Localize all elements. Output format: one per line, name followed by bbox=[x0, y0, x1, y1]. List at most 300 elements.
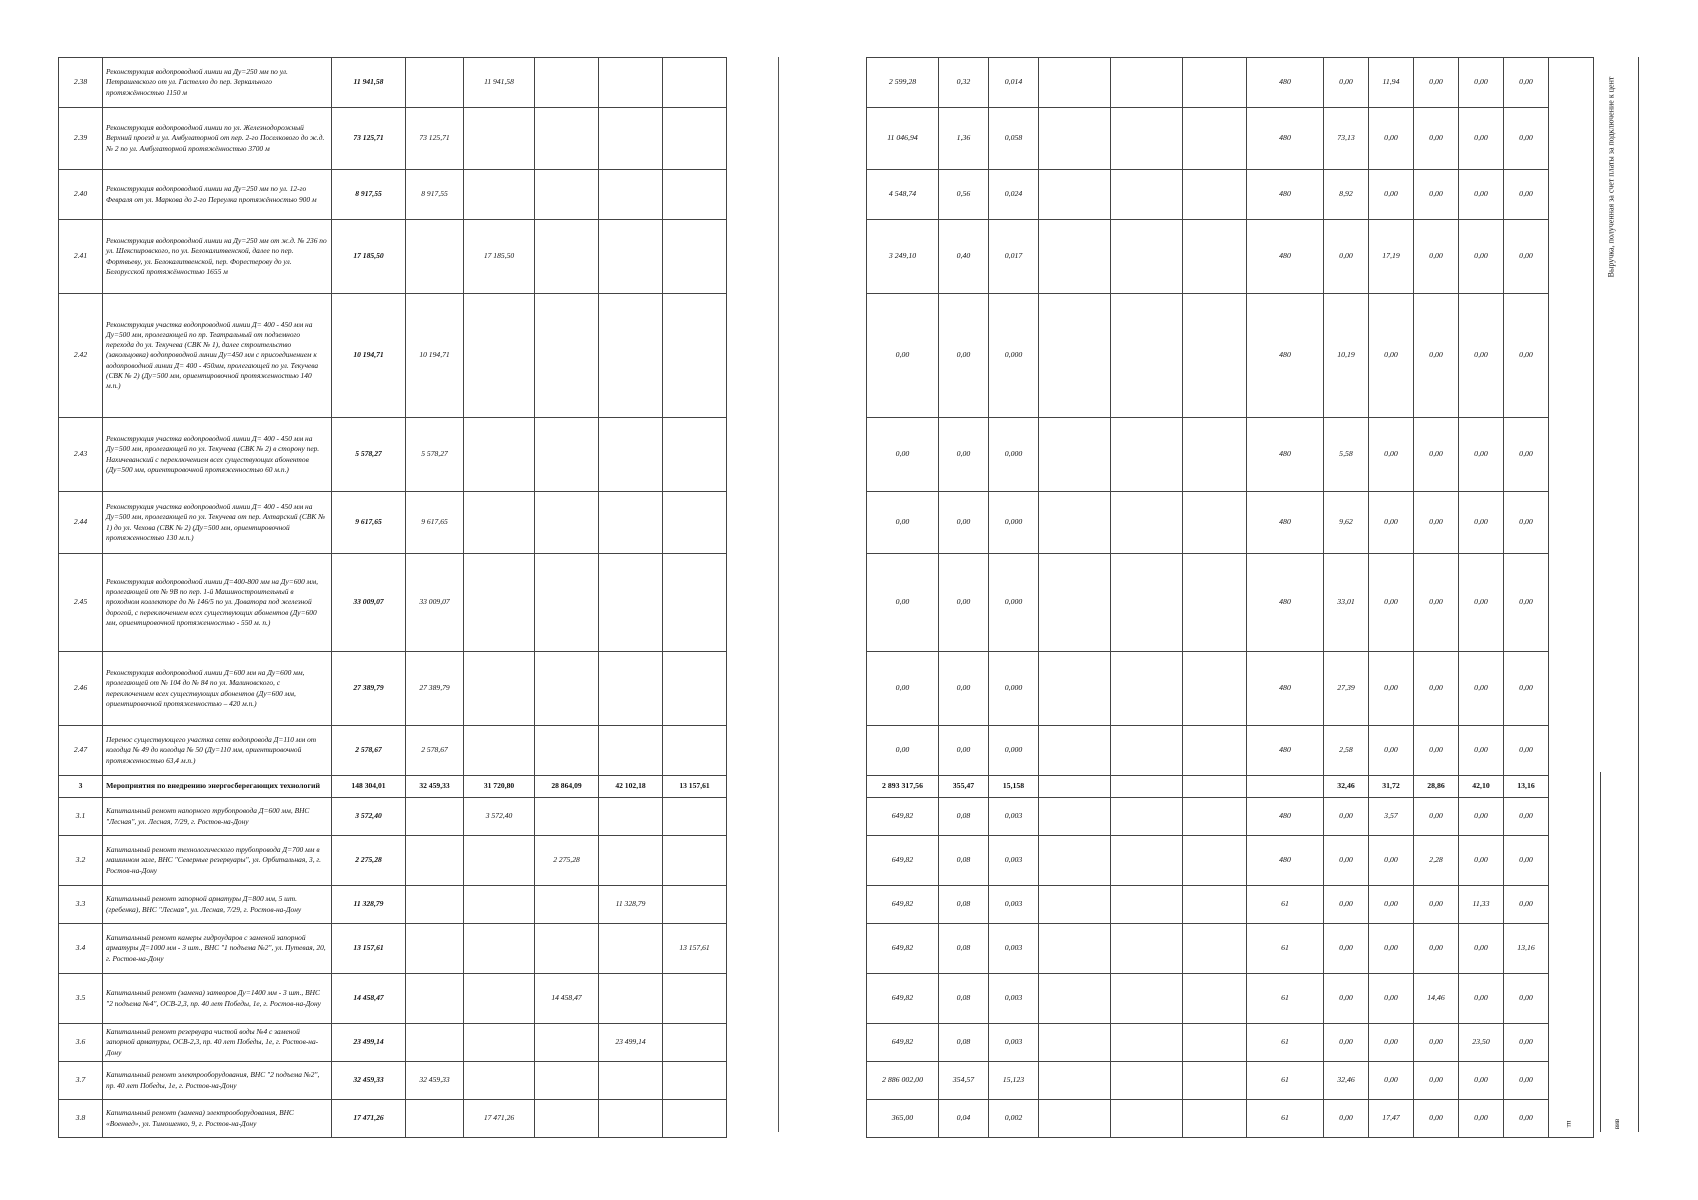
row-year-5: 0,00 bbox=[1504, 798, 1549, 836]
row-value-1: 32 459,33 bbox=[406, 1062, 464, 1100]
row-year-4: 0,00 bbox=[1459, 652, 1504, 726]
table-row bbox=[59, 726, 727, 776]
row-description: Реконструкция участка водопроводной линии Д= 400 - 450 мм на Ду=500 мм, пролегающей по пр. Театральный от подземного перехода до ул. Текучева (СВК № 1), далее строительство (закольцовка) водопроводной линии Ду=450 мм с присоединением к водопроводной линии Д= 400 - 450мм, пролегающей по ул. Текучева (СВК № 2) (Ду=500 мм, ориентировочной протяженностью 140 м.п.) bbox=[103, 294, 332, 418]
row-cost: 4 548,74 bbox=[867, 170, 939, 220]
row-value-2 bbox=[464, 492, 535, 554]
row-value-2: 3 572,40 bbox=[464, 798, 535, 836]
row-description: Перенос существующего участка сети водопровода Д=110 мм от колодца № 49 до колодца № 50 (Ду=110 мм, ориентировочной протяженностью 63,4 м.п.) bbox=[103, 726, 332, 776]
row-value-1 bbox=[406, 58, 464, 108]
row-year-1: 10,19 bbox=[1324, 294, 1369, 418]
row-empty-3 bbox=[1183, 726, 1247, 776]
row-cost: 0,00 bbox=[867, 492, 939, 554]
row-term: 61 bbox=[1247, 1024, 1324, 1062]
table-row bbox=[59, 58, 727, 108]
row-cost: 2 886 002,00 bbox=[867, 1062, 939, 1100]
row-year-2: 0,00 bbox=[1369, 170, 1414, 220]
row-side bbox=[1549, 294, 1594, 418]
row-value-4 bbox=[599, 220, 663, 294]
row-year-5: 0,00 bbox=[1504, 836, 1549, 886]
row-side bbox=[1549, 108, 1594, 170]
row-share: 0,08 bbox=[939, 974, 989, 1024]
side-rule-lower bbox=[1600, 772, 1601, 1132]
row-ratio: 0,000 bbox=[989, 554, 1039, 652]
row-value-3 bbox=[535, 170, 599, 220]
row-number: 2.47 bbox=[59, 726, 103, 776]
row-term: 480 bbox=[1247, 108, 1324, 170]
row-value-4 bbox=[599, 924, 663, 974]
row-value-2 bbox=[464, 974, 535, 1024]
row-year-4: 0,00 bbox=[1459, 1100, 1504, 1138]
row-total: 32 459,33 bbox=[332, 1062, 406, 1100]
row-value-5 bbox=[663, 108, 727, 170]
row-year-4: 0,00 bbox=[1459, 58, 1504, 108]
row-year-2: 0,00 bbox=[1369, 836, 1414, 886]
row-empty-3 bbox=[1183, 974, 1247, 1024]
row-empty-3 bbox=[1183, 170, 1247, 220]
row-empty-1 bbox=[1039, 170, 1111, 220]
table-row bbox=[867, 836, 1594, 886]
row-cost: 649,82 bbox=[867, 798, 939, 836]
row-side bbox=[1549, 220, 1594, 294]
row-value-5 bbox=[663, 294, 727, 418]
row-side bbox=[1549, 1062, 1594, 1100]
row-value-3 bbox=[535, 58, 599, 108]
side-caption bbox=[1604, 57, 1618, 297]
row-year-5: 0,00 bbox=[1504, 58, 1549, 108]
row-value-1 bbox=[406, 924, 464, 974]
row-year-1: 0,00 bbox=[1324, 1100, 1369, 1138]
row-ratio: 0,003 bbox=[989, 886, 1039, 924]
row-year-4: 42,10 bbox=[1459, 776, 1504, 798]
row-value-3 bbox=[535, 652, 599, 726]
row-share: 0,08 bbox=[939, 1024, 989, 1062]
row-share: 354,57 bbox=[939, 1062, 989, 1100]
row-side bbox=[1549, 170, 1594, 220]
row-value-5 bbox=[663, 492, 727, 554]
row-empty-3 bbox=[1183, 418, 1247, 492]
row-ratio: 0,003 bbox=[989, 1024, 1039, 1062]
row-number: 2.40 bbox=[59, 170, 103, 220]
row-year-3: 0,00 bbox=[1414, 652, 1459, 726]
row-empty-2 bbox=[1111, 1062, 1183, 1100]
row-value-2: 31 720,80 bbox=[464, 776, 535, 798]
row-number: 2.41 bbox=[59, 220, 103, 294]
row-year-3: 0,00 bbox=[1414, 798, 1459, 836]
row-empty-3 bbox=[1183, 1062, 1247, 1100]
row-term bbox=[1247, 776, 1324, 798]
row-value-2 bbox=[464, 294, 535, 418]
row-ratio: 0,000 bbox=[989, 294, 1039, 418]
row-year-5: 0,00 bbox=[1504, 554, 1549, 652]
row-total: 8 917,55 bbox=[332, 170, 406, 220]
row-share: 0,08 bbox=[939, 798, 989, 836]
row-year-1: 2,58 bbox=[1324, 726, 1369, 776]
row-total: 17 471,26 bbox=[332, 1100, 406, 1138]
row-empty-3 bbox=[1183, 652, 1247, 726]
row-total: 148 304,01 bbox=[332, 776, 406, 798]
row-ratio: 0,058 bbox=[989, 108, 1039, 170]
row-share: 0,00 bbox=[939, 492, 989, 554]
row-year-2: 0,00 bbox=[1369, 886, 1414, 924]
right-table bbox=[866, 57, 1594, 1138]
row-year-2: 3,57 bbox=[1369, 798, 1414, 836]
row-year-5: 0,00 bbox=[1504, 108, 1549, 170]
row-ratio: 0,003 bbox=[989, 836, 1039, 886]
row-year-3: 0,00 bbox=[1414, 886, 1459, 924]
row-empty-3 bbox=[1183, 1024, 1247, 1062]
row-value-4 bbox=[599, 492, 663, 554]
row-description: Капитальный ремонт резервуара чистой воды №4 с заменой запорной арматуры, ОСВ-2,3, пр. 40 лет Победы, 1е, г. Ростов-на-Дону bbox=[103, 1024, 332, 1062]
row-ratio: 0,000 bbox=[989, 652, 1039, 726]
row-year-3: 0,00 bbox=[1414, 220, 1459, 294]
row-value-5 bbox=[663, 886, 727, 924]
table-row bbox=[59, 294, 727, 418]
row-value-3 bbox=[535, 418, 599, 492]
row-year-5: 0,00 bbox=[1504, 492, 1549, 554]
row-number: 2.44 bbox=[59, 492, 103, 554]
row-value-4 bbox=[599, 108, 663, 170]
row-year-5: 0,00 bbox=[1504, 1024, 1549, 1062]
row-total: 2 275,28 bbox=[332, 836, 406, 886]
row-side bbox=[1549, 1024, 1594, 1062]
row-total: 73 125,71 bbox=[332, 108, 406, 170]
row-value-1: 10 194,71 bbox=[406, 294, 464, 418]
row-value-5 bbox=[663, 220, 727, 294]
table-row bbox=[867, 492, 1594, 554]
row-year-1: 8,92 bbox=[1324, 170, 1369, 220]
row-value-2 bbox=[464, 418, 535, 492]
row-year-4: 0,00 bbox=[1459, 924, 1504, 974]
row-cost: 649,82 bbox=[867, 836, 939, 886]
row-description: Реконструкция участка водопроводной линии Д= 400 - 450 мм на Ду=500 мм, пролегающей по ул. Текучева (СВК № 2) в сторону пер. Нахичеванский с переключением всех существующих абонентов (Ду=500 мм, ориентировочной протяженностью 60 м.п.) bbox=[103, 418, 332, 492]
row-empty-2 bbox=[1111, 886, 1183, 924]
row-term: 61 bbox=[1247, 1100, 1324, 1138]
row-value-3 bbox=[535, 1024, 599, 1062]
row-value-2 bbox=[464, 1024, 535, 1062]
row-side bbox=[1549, 652, 1594, 726]
row-value-3: 2 275,28 bbox=[535, 836, 599, 886]
row-number: 2.39 bbox=[59, 108, 103, 170]
row-value-1 bbox=[406, 220, 464, 294]
table-row bbox=[867, 1062, 1594, 1100]
row-side bbox=[1549, 776, 1594, 798]
row-empty-1 bbox=[1039, 108, 1111, 170]
row-year-3: 0,00 bbox=[1414, 492, 1459, 554]
row-description: Реконструкция водопроводной линии на Ду=250 мм от ж.д. № 236 по ул. Шекспировского, по ул. Белокалитвенской, далее по пер. Фортвьеву, ул. Белокалитвенской, пер. Форестерову до ул. Белорусской протяжённостью 1655 м bbox=[103, 220, 332, 294]
table-row bbox=[59, 492, 727, 554]
row-year-3: 0,00 bbox=[1414, 924, 1459, 974]
left-table-body bbox=[59, 58, 727, 1138]
row-value-2 bbox=[464, 170, 535, 220]
row-value-3: 14 458,47 bbox=[535, 974, 599, 1024]
row-value-2: 17 471,26 bbox=[464, 1100, 535, 1138]
row-total: 14 458,47 bbox=[332, 974, 406, 1024]
row-description: Реконструкция водопроводной линии по ул. Железнодорожный Верхний проезд и ул. Амбулаторной от пер. 2-го Поселкового до ж.д. № 2 по ул. Амбулаторной протяжённостью 3700 м bbox=[103, 108, 332, 170]
row-empty-1 bbox=[1039, 798, 1111, 836]
row-number: 3.1 bbox=[59, 798, 103, 836]
row-value-3 bbox=[535, 924, 599, 974]
row-cost: 0,00 bbox=[867, 554, 939, 652]
row-value-5 bbox=[663, 418, 727, 492]
row-value-5 bbox=[663, 726, 727, 776]
row-value-3: 28 864,09 bbox=[535, 776, 599, 798]
row-cost: 0,00 bbox=[867, 726, 939, 776]
row-term: 480 bbox=[1247, 798, 1324, 836]
row-description: Капитальный ремонт напорного трубопровода Д=600 мм, ВНС "Лесная", ул. Лесная, 7/29, г. Ростов-на-Дону bbox=[103, 798, 332, 836]
row-side bbox=[1549, 924, 1594, 974]
row-value-1 bbox=[406, 1100, 464, 1138]
row-term: 61 bbox=[1247, 974, 1324, 1024]
row-term: 480 bbox=[1247, 220, 1324, 294]
row-term: 480 bbox=[1247, 294, 1324, 418]
row-description: Реконструкция водопроводной линии на Ду=250 мм по ул. Петрашевского от ул. Гастелло до пер. Зеркального протяжённостью 1150 м bbox=[103, 58, 332, 108]
row-description: Реконструкция водопроводной линии Д=400-800 мм на Ду=600 мм, пролегающей от № 9В по пер. 1-й Машиностроительный в проходном коллекторе до № 146/5 по ул. Доватора под железной дорогой, с переключением всех существующих абонентов (Ду=600 мм, ориентировочной протяженностью - 550 м. п.) bbox=[103, 554, 332, 652]
row-year-5: 0,00 bbox=[1504, 1100, 1549, 1138]
row-cost: 0,00 bbox=[867, 418, 939, 492]
row-total: 2 578,67 bbox=[332, 726, 406, 776]
row-year-3: 0,00 bbox=[1414, 1062, 1459, 1100]
row-year-3: 0,00 bbox=[1414, 108, 1459, 170]
row-term: 480 bbox=[1247, 418, 1324, 492]
section-row bbox=[867, 776, 1594, 798]
row-value-1: 33 009,07 bbox=[406, 554, 464, 652]
table-row bbox=[867, 1100, 1594, 1138]
row-value-3 bbox=[535, 886, 599, 924]
row-number: 2.38 bbox=[59, 58, 103, 108]
row-empty-1 bbox=[1039, 776, 1111, 798]
row-empty-3 bbox=[1183, 220, 1247, 294]
row-year-3: 0,00 bbox=[1414, 1024, 1459, 1062]
row-empty-2 bbox=[1111, 294, 1183, 418]
row-empty-1 bbox=[1039, 1100, 1111, 1138]
table-row bbox=[867, 554, 1594, 652]
row-term: 480 bbox=[1247, 58, 1324, 108]
row-empty-2 bbox=[1111, 776, 1183, 798]
row-year-3: 0,00 bbox=[1414, 58, 1459, 108]
row-ratio: 0,003 bbox=[989, 924, 1039, 974]
row-term: 480 bbox=[1247, 492, 1324, 554]
row-year-4: 0,00 bbox=[1459, 1062, 1504, 1100]
row-year-3: 28,86 bbox=[1414, 776, 1459, 798]
table-row bbox=[59, 886, 727, 924]
row-share: 0,56 bbox=[939, 170, 989, 220]
row-value-2 bbox=[464, 726, 535, 776]
row-empty-1 bbox=[1039, 554, 1111, 652]
row-cost: 649,82 bbox=[867, 924, 939, 974]
row-value-3 bbox=[535, 1062, 599, 1100]
row-year-1: 0,00 bbox=[1324, 220, 1369, 294]
row-empty-2 bbox=[1111, 652, 1183, 726]
row-empty-1 bbox=[1039, 220, 1111, 294]
row-value-3 bbox=[535, 220, 599, 294]
row-ratio: 15,123 bbox=[989, 1062, 1039, 1100]
row-year-5: 0,00 bbox=[1504, 974, 1549, 1024]
row-year-2: 0,00 bbox=[1369, 554, 1414, 652]
row-year-1: 32,46 bbox=[1324, 1062, 1369, 1100]
row-empty-2 bbox=[1111, 170, 1183, 220]
side-caption-text: Выручка, полученная за счет платы за подключение к цент bbox=[1606, 76, 1616, 278]
row-value-1: 5 578,27 bbox=[406, 418, 464, 492]
row-year-5: 0,00 bbox=[1504, 220, 1549, 294]
row-empty-2 bbox=[1111, 1100, 1183, 1138]
corner-label-left: тп bbox=[1564, 1120, 1573, 1128]
row-empty-3 bbox=[1183, 924, 1247, 974]
row-empty-2 bbox=[1111, 220, 1183, 294]
row-total: 5 578,27 bbox=[332, 418, 406, 492]
row-value-3 bbox=[535, 798, 599, 836]
table-row bbox=[867, 220, 1594, 294]
left-table bbox=[58, 57, 727, 1138]
row-empty-1 bbox=[1039, 836, 1111, 886]
row-value-3 bbox=[535, 108, 599, 170]
table-row bbox=[867, 652, 1594, 726]
row-cost: 0,00 bbox=[867, 652, 939, 726]
row-value-4 bbox=[599, 294, 663, 418]
row-year-5: 13,16 bbox=[1504, 924, 1549, 974]
row-description: Капитальный ремонт технологического трубопровода Д=700 мм в машинном зале, ВНС "Северные резервуары", ул. Орбитальная, 3, г. Ростов-на-Дону bbox=[103, 836, 332, 886]
row-value-3 bbox=[535, 726, 599, 776]
row-empty-3 bbox=[1183, 798, 1247, 836]
row-year-4: 0,00 bbox=[1459, 974, 1504, 1024]
row-year-5: 0,00 bbox=[1504, 1062, 1549, 1100]
row-side bbox=[1549, 1100, 1594, 1138]
row-year-5: 13,16 bbox=[1504, 776, 1549, 798]
row-side bbox=[1549, 554, 1594, 652]
row-year-1: 27,39 bbox=[1324, 652, 1369, 726]
row-share: 0,08 bbox=[939, 924, 989, 974]
row-total: 3 572,40 bbox=[332, 798, 406, 836]
row-side bbox=[1549, 836, 1594, 886]
row-year-3: 0,00 bbox=[1414, 554, 1459, 652]
row-year-4: 0,00 bbox=[1459, 294, 1504, 418]
row-side bbox=[1549, 492, 1594, 554]
row-value-2 bbox=[464, 652, 535, 726]
row-year-2: 0,00 bbox=[1369, 1062, 1414, 1100]
row-number: 3 bbox=[59, 776, 103, 798]
row-description: Мероприятия по внедрению энергосберегающих технологий bbox=[103, 776, 332, 798]
row-side bbox=[1549, 798, 1594, 836]
table-row bbox=[59, 418, 727, 492]
row-value-4 bbox=[599, 726, 663, 776]
row-year-2: 0,00 bbox=[1369, 726, 1414, 776]
row-year-1: 5,58 bbox=[1324, 418, 1369, 492]
table-row bbox=[867, 418, 1594, 492]
row-year-3: 0,00 bbox=[1414, 170, 1459, 220]
row-cost: 649,82 bbox=[867, 886, 939, 924]
row-side bbox=[1549, 886, 1594, 924]
row-term: 61 bbox=[1247, 886, 1324, 924]
row-year-1: 0,00 bbox=[1324, 974, 1369, 1024]
row-empty-2 bbox=[1111, 108, 1183, 170]
row-empty-1 bbox=[1039, 652, 1111, 726]
side-rule bbox=[1638, 57, 1639, 1132]
table-row bbox=[59, 1024, 727, 1062]
row-value-4 bbox=[599, 418, 663, 492]
row-value-4 bbox=[599, 170, 663, 220]
row-empty-1 bbox=[1039, 1024, 1111, 1062]
row-year-2: 0,00 bbox=[1369, 492, 1414, 554]
row-empty-3 bbox=[1183, 492, 1247, 554]
table-row bbox=[867, 924, 1594, 974]
row-value-5 bbox=[663, 1100, 727, 1138]
row-empty-2 bbox=[1111, 554, 1183, 652]
row-share: 0,08 bbox=[939, 886, 989, 924]
row-term: 480 bbox=[1247, 170, 1324, 220]
row-side bbox=[1549, 974, 1594, 1024]
row-number: 3.4 bbox=[59, 924, 103, 974]
row-year-2: 31,72 bbox=[1369, 776, 1414, 798]
table-row bbox=[867, 886, 1594, 924]
row-year-5: 0,00 bbox=[1504, 418, 1549, 492]
row-empty-3 bbox=[1183, 554, 1247, 652]
row-year-1: 0,00 bbox=[1324, 886, 1369, 924]
row-empty-2 bbox=[1111, 726, 1183, 776]
row-total: 11 941,58 bbox=[332, 58, 406, 108]
row-side bbox=[1549, 418, 1594, 492]
row-value-2 bbox=[464, 924, 535, 974]
row-empty-1 bbox=[1039, 924, 1111, 974]
row-year-4: 0,00 bbox=[1459, 108, 1504, 170]
row-term: 480 bbox=[1247, 836, 1324, 886]
row-share: 0,00 bbox=[939, 726, 989, 776]
row-number: 3.2 bbox=[59, 836, 103, 886]
row-term: 480 bbox=[1247, 652, 1324, 726]
row-description: Капитальный ремонт электрооборудования, ВНС "2 подъема №2", пр. 40 лет Победы, 1е, г. Ростов-на-Дону bbox=[103, 1062, 332, 1100]
row-value-1: 73 125,71 bbox=[406, 108, 464, 170]
row-total: 23 499,14 bbox=[332, 1024, 406, 1062]
row-term: 61 bbox=[1247, 1062, 1324, 1100]
table-row bbox=[867, 1024, 1594, 1062]
row-empty-2 bbox=[1111, 492, 1183, 554]
row-share: 1,36 bbox=[939, 108, 989, 170]
table-row bbox=[59, 652, 727, 726]
row-number: 3.7 bbox=[59, 1062, 103, 1100]
row-year-3: 0,00 bbox=[1414, 1100, 1459, 1138]
row-description: Капитальный ремонт камеры гидроударов с заменой запорной арматуры Д=1000 мм - 3 шт., ВНС "1 подъема №2", ул. Путевая, 20, г. Ростов-на-Дону bbox=[103, 924, 332, 974]
row-description: Капитальный ремонт (замена) электрооборудования, ВНС «Военвед», ул. Тимошенко, 9, г. Ростов-на-Дону bbox=[103, 1100, 332, 1138]
right-table-body bbox=[867, 58, 1594, 1138]
row-share: 0,00 bbox=[939, 294, 989, 418]
row-year-2: 0,00 bbox=[1369, 652, 1414, 726]
table-row bbox=[59, 1062, 727, 1100]
row-value-1 bbox=[406, 974, 464, 1024]
row-empty-1 bbox=[1039, 886, 1111, 924]
row-empty-1 bbox=[1039, 1062, 1111, 1100]
row-year-2: 17,19 bbox=[1369, 220, 1414, 294]
row-year-3: 0,00 bbox=[1414, 294, 1459, 418]
table-row bbox=[867, 798, 1594, 836]
row-value-2: 11 941,58 bbox=[464, 58, 535, 108]
row-year-4: 23,50 bbox=[1459, 1024, 1504, 1062]
row-total: 11 328,79 bbox=[332, 886, 406, 924]
row-ratio: 0,002 bbox=[989, 1100, 1039, 1138]
row-description: Капитальный ремонт (замена) затворов Ду=1400 мм - 3 шт., ВНС "2 подъема №4", ОСВ-2,3, пр. 40 лет Победы, 1е, г. Ростов-на-Дону bbox=[103, 974, 332, 1024]
table-row bbox=[59, 836, 727, 886]
table-row bbox=[867, 726, 1594, 776]
row-total: 9 617,65 bbox=[332, 492, 406, 554]
table-row bbox=[867, 170, 1594, 220]
row-value-5 bbox=[663, 836, 727, 886]
row-year-4: 11,33 bbox=[1459, 886, 1504, 924]
row-value-2: 17 185,50 bbox=[464, 220, 535, 294]
row-value-2 bbox=[464, 1062, 535, 1100]
row-empty-3 bbox=[1183, 1100, 1247, 1138]
row-value-2 bbox=[464, 554, 535, 652]
row-number: 3.3 bbox=[59, 886, 103, 924]
row-year-1: 9,62 bbox=[1324, 492, 1369, 554]
row-year-2: 0,00 bbox=[1369, 974, 1414, 1024]
row-year-5: 0,00 bbox=[1504, 294, 1549, 418]
